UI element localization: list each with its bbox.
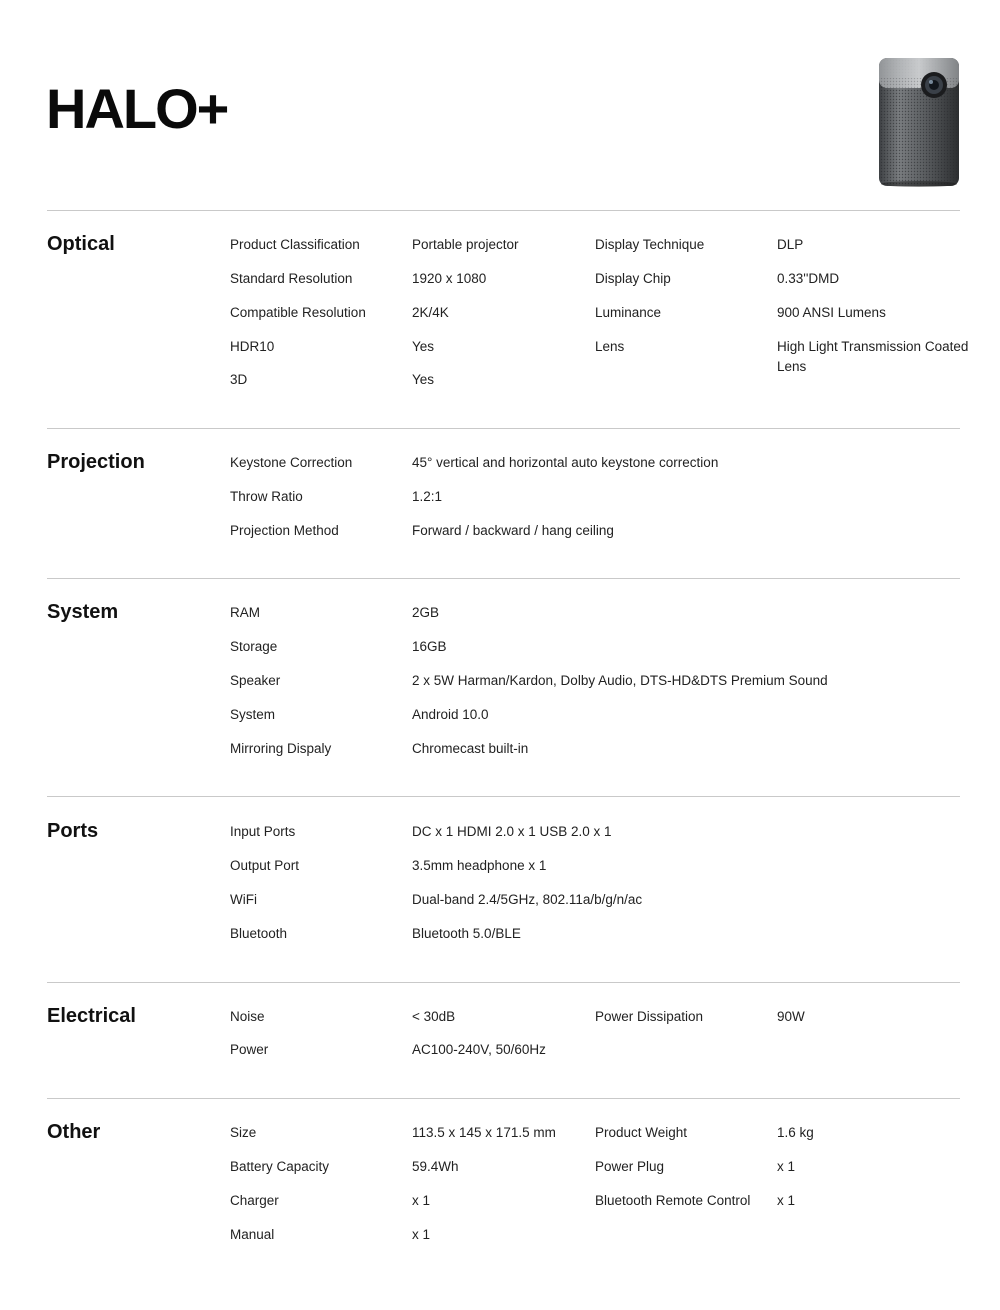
spec-value: Bluetooth 5.0/BLE [412, 926, 521, 941]
spec-label: Manual [230, 1227, 275, 1242]
spec-label: Lens [595, 339, 625, 354]
spec-label: RAM [230, 605, 260, 620]
section-title-optical: Optical [47, 233, 115, 255]
spec-label: Product Classification [230, 237, 360, 252]
spec-label: Noise [230, 1009, 265, 1024]
section-title-system: System [47, 601, 119, 623]
section-title-ports: Ports [47, 820, 99, 842]
spec-value: DC x 1 HDMI 2.0 x 1 USB 2.0 x 1 [412, 824, 612, 839]
spec-label: Display Chip [595, 271, 671, 286]
spec-value: 2GB [412, 605, 440, 620]
spec-value: 16GB [412, 639, 447, 654]
spec-value: Portable projector [412, 237, 519, 252]
spec-label: Bluetooth Remote Control [595, 1193, 751, 1208]
spec-value: DLP [777, 237, 804, 252]
spec-label: Keystone Correction [230, 455, 353, 470]
spec-value: Yes [412, 339, 435, 354]
spec-value: AC100-240V, 50/60Hz [412, 1042, 546, 1057]
spec-value: < 30dB [412, 1009, 456, 1024]
spec-value: 3.5mm headphone x 1 [412, 858, 547, 873]
spec-value: 2 x 5W Harman/Kardon, Dolby Audio, DTS-HD&DTS Premium Sound [412, 673, 828, 688]
spec-value: 0.33''DMD [777, 271, 840, 286]
spec-label: Storage [230, 639, 278, 654]
spec-label: Mirroring Dispaly [230, 741, 332, 756]
spec-label: Charger [230, 1193, 279, 1208]
spec-label: Size [230, 1125, 257, 1140]
spec-label: Projection Method [230, 523, 339, 538]
spec-value: 1.2:1 [412, 489, 443, 504]
section-title-electrical: Electrical [47, 1005, 136, 1027]
spec-value: 113.5 x 145 x 171.5 mm [412, 1125, 556, 1140]
spec-value: Yes [412, 372, 435, 387]
spec-label: Input Ports [230, 824, 296, 839]
spec-value: x 1 [777, 1193, 796, 1208]
spec-label: Power Dissipation [595, 1009, 704, 1024]
spec-label: Output Port [230, 858, 300, 873]
divider [47, 210, 960, 211]
divider [47, 796, 960, 797]
spec-label: Standard Resolution [230, 271, 353, 286]
spec-value: 1920 x 1080 [412, 271, 487, 286]
spec-value: Android 10.0 [412, 707, 489, 722]
spec-value: Chromecast built-in [412, 741, 529, 756]
section-title-other: Other [47, 1121, 101, 1143]
spec-value: x 1 [777, 1159, 796, 1174]
spec-value: x 1 [412, 1193, 431, 1208]
divider [47, 982, 960, 983]
spec-label: System [230, 707, 276, 722]
projector-image [868, 50, 968, 190]
divider [47, 1098, 960, 1099]
product-title: HALO+ [46, 77, 228, 140]
section-title-projection: Projection [47, 451, 145, 473]
spec-label: Bluetooth [230, 926, 288, 941]
spec-label: WiFi [230, 892, 257, 907]
spec-value: High Light Transmission Coated Lens [777, 339, 969, 374]
spec-label: Throw Ratio [230, 489, 303, 504]
spec-value: 1.6 kg [777, 1125, 814, 1140]
spec-label: Product Weight [595, 1125, 688, 1140]
spec-value: 59.4Wh [412, 1159, 459, 1174]
spec-value: 900 ANSI Lumens [777, 305, 886, 320]
spec-label: Power Plug [595, 1159, 665, 1174]
divider [47, 428, 960, 429]
spec-value: x 1 [412, 1227, 431, 1242]
spec-value: 45° vertical and horizontal auto keystone correction [412, 455, 719, 470]
spec-label: Luminance [595, 305, 662, 320]
spec-value: Forward / backward / hang ceiling [412, 523, 614, 538]
spec-label: Compatible Resolution [230, 305, 366, 320]
spec-label: Display Technique [595, 237, 705, 252]
divider [47, 578, 960, 579]
spec-value: Dual-band 2.4/5GHz, 802.11a/b/g/n/ac [412, 892, 643, 907]
spec-value: 2K/4K [412, 305, 449, 320]
spec-label: Power [230, 1042, 269, 1057]
spec-value: 90W [777, 1009, 805, 1024]
spec-label: HDR10 [230, 339, 275, 354]
spec-label: Speaker [230, 673, 281, 688]
spec-label: 3D [230, 372, 248, 387]
spec-label: Battery Capacity [230, 1159, 330, 1174]
